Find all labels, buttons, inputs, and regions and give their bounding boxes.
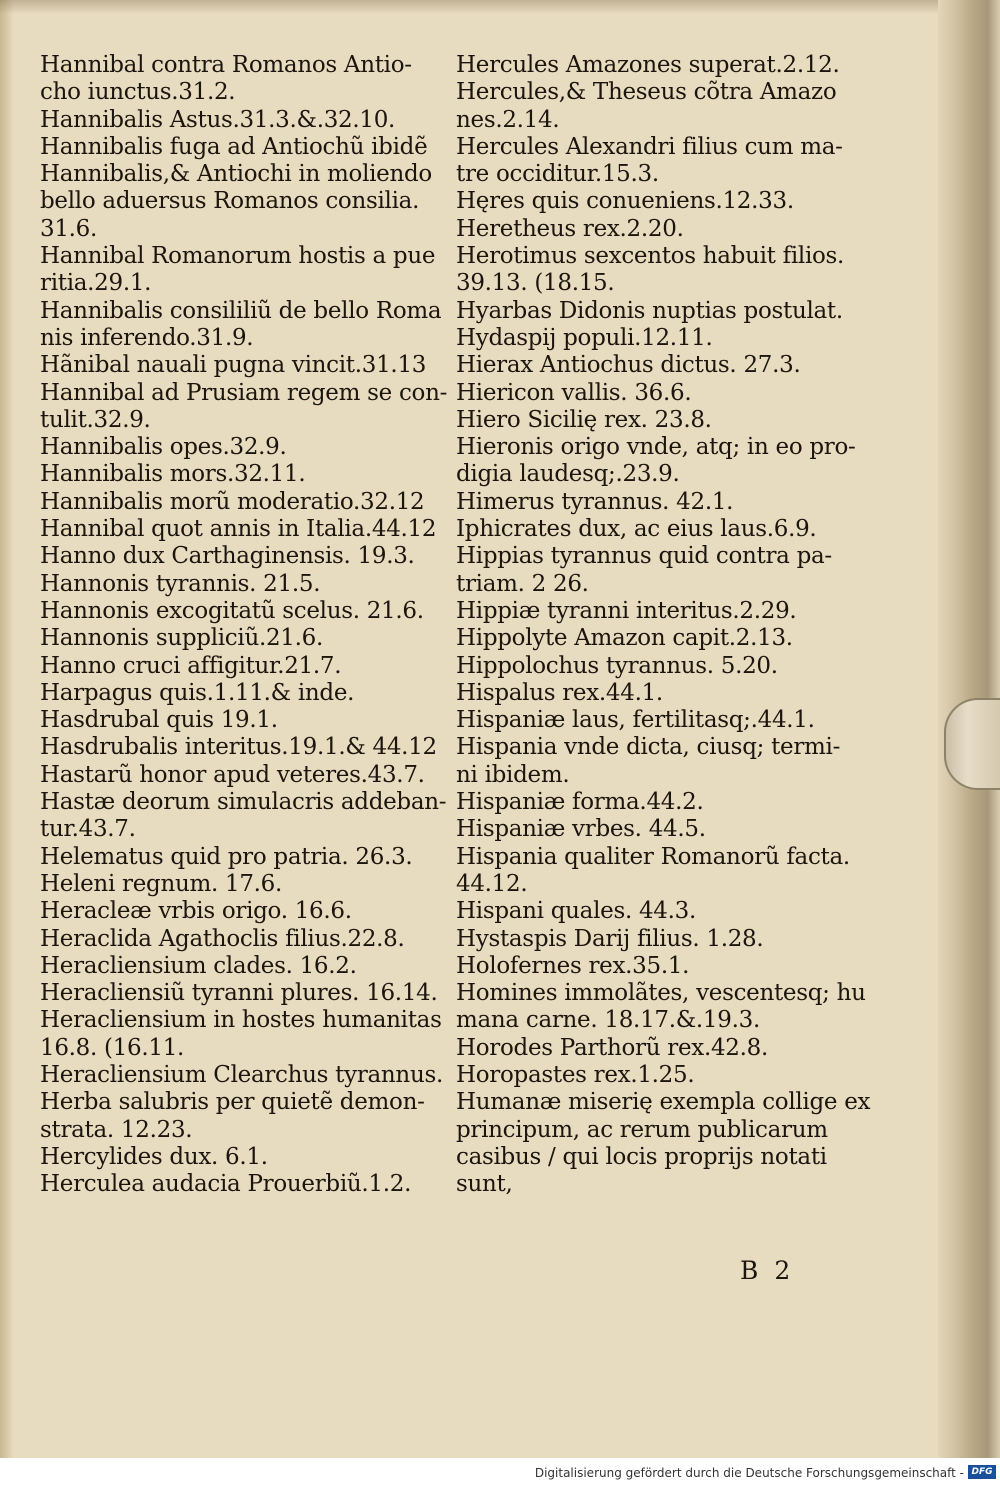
page-top-shadow: [0, 0, 1000, 14]
index-entry: [456, 953, 856, 980]
index-entry: [456, 407, 856, 434]
index-entry: [40, 1144, 432, 1171]
index-entry-line: Hannibal Romanorum hostis a pue: [40, 243, 436, 270]
index-entry: [456, 52, 856, 79]
index-entry: [40, 1089, 432, 1144]
index-entry-line: 31.6.: [40, 215, 98, 242]
index-entry-line: Herotimus sexcentos habuit filios.: [456, 243, 845, 270]
index-entry: [456, 653, 856, 680]
index-entry-line: Hippolochus tyrannus. 5.20.: [456, 652, 778, 679]
index-entry: [40, 598, 432, 625]
index-entry-line: Helematus quid pro patria. 26.3.: [40, 843, 413, 870]
index-entry-line: cho iunctus.31.2.: [40, 79, 236, 106]
index-entry: [40, 379, 448, 435]
index-entry-line: mana carne. 18.17.&.19.3.: [456, 1007, 760, 1034]
index-entry-line: Hannonis excogitatũ scelus. 21.6.: [40, 597, 424, 624]
index-entry: [456, 926, 856, 953]
index-entry-line: Hyarbas Didonis nuptias postulat.: [456, 297, 843, 324]
index-entry-line: Hierax Antiochus dictus. 27.3.: [456, 352, 801, 379]
index-entry-line: 16.8. (16.11.: [40, 1034, 185, 1061]
page-binding-edge: [0, 0, 14, 1458]
index-entry: [40, 571, 432, 598]
index-entry-line: Hydaspij populi.12.11.: [456, 324, 713, 351]
index-entry: [40, 434, 432, 461]
index-entry-line: Heraclida Agathoclis filius.22.8.: [40, 925, 405, 952]
index-entry: [40, 707, 432, 734]
index-entry-line: sunt,: [456, 1171, 513, 1198]
index-entry-line: Harpagus quis.1.11.& inde.: [40, 679, 355, 706]
index-entry-line: Hannonis tyrannis. 21.5.: [40, 570, 321, 597]
index-entry: [40, 871, 432, 898]
index-entry: [456, 243, 856, 298]
index-entry-line: Hieronis origo vnde, atq; in eo pro-: [456, 434, 856, 461]
index-entry: [40, 352, 432, 379]
index-entry-line: Hercules,& Theseus cõtra Amazo: [456, 79, 837, 106]
index-entry-line: Hannibal ad Prusiam regem se con-: [40, 379, 448, 406]
index-entry-line: Humanæ miserię exempla collige ex: [456, 1089, 871, 1116]
index-entry-line: digia laudesq;.23.9.: [456, 461, 680, 488]
index-entry: [40, 297, 442, 353]
index-entry: [456, 216, 856, 243]
index-entry-line: bello aduersus Romanos consilia.: [40, 188, 420, 215]
index-entry: [40, 926, 432, 953]
index-entry: [40, 543, 432, 570]
index-entry-line: Hasdrubalis interitus.19.1.& 44.12: [40, 734, 437, 761]
index-entry-line: Heracleæ vrbis origo. 16.6.: [40, 898, 352, 925]
index-entry: [40, 489, 432, 516]
index-entry-line: Hãnibal nauali pugna vincit.31.13: [40, 352, 427, 379]
index-entry-line: Hiero Sicilię rex. 23.8.: [456, 406, 712, 433]
index-entry: [456, 79, 856, 134]
index-entry-line: Heracliensium in hostes humanitas: [40, 1007, 442, 1034]
index-entry: [40, 680, 432, 707]
index-entry-line: 39.13. (18.15.: [456, 270, 615, 297]
index-entry: [456, 352, 856, 379]
index-entry: [456, 980, 866, 1035]
index-entry: [456, 134, 856, 189]
index-entry: [40, 898, 432, 925]
index-entry: [40, 161, 432, 243]
index-entry: [456, 680, 856, 707]
index-entry-line: Heleni regnum. 17.6.: [40, 870, 283, 897]
index-entry: [456, 380, 856, 407]
index-entry-line: tur.43.7.: [40, 816, 136, 843]
index-entry-line: Hannibalis morũ moderatio.32.12: [40, 488, 425, 515]
index-entry-line: Hispalus rex.44.1.: [456, 679, 663, 706]
index-entry-line: Heracliensium Clearchus tyrannus.: [40, 1061, 443, 1088]
index-entry-line: Hystaspis Darij filius. 1.28.: [456, 925, 764, 952]
index-entry-line: Hiericon vallis. 36.6.: [456, 379, 692, 406]
index-entry-line: Hannibalis mors.32.11.: [40, 461, 306, 488]
index-column-right: [456, 52, 871, 1198]
index-entry-line: Hercules Alexandri filius cum ma-: [456, 133, 843, 160]
index-entry-line: tre occiditur.15.3.: [456, 161, 659, 188]
index-entry: [456, 816, 856, 843]
index-entry-line: Hippolyte Amazon capit.2.13.: [456, 625, 793, 652]
index-entry-line: Herba salubris per quietẽ demon-: [40, 1089, 425, 1116]
index-entry: [40, 243, 436, 298]
footer-credit: Digitalisierung gefördert durch die Deutsche Forschungsgemeinschaft -: [534, 1466, 964, 1480]
index-entry-line: Hanno dux Carthaginensis. 19.3.: [40, 543, 415, 570]
index-entry-line: Hannibal quot annis in Italia.44.12: [40, 516, 437, 543]
index-entry: [456, 1089, 871, 1198]
index-entry-line: Hispaniæ vrbes. 44.5.: [456, 816, 706, 843]
index-entry: [40, 1007, 442, 1062]
index-entry-line: Hannibalis opes.32.9.: [40, 434, 287, 461]
index-entry: [40, 1171, 432, 1198]
index-entry-line: Hannibalis consililiũ de bello Roma: [40, 297, 442, 324]
index-entry-line: tulit.32.9.: [40, 406, 151, 433]
index-entry: [456, 516, 856, 543]
index-entry: [40, 789, 447, 844]
index-entry-line: Hastæ deorum simulacris addeban-: [40, 789, 447, 816]
index-entry: [456, 434, 856, 489]
index-entry-line: Heracliensium clades. 16.2.: [40, 952, 357, 979]
index-entry-line: Herculea audacia Prouerbiũ.1.2.: [40, 1171, 412, 1198]
index-entry-line: Heracliensiũ tyranni plures. 16.14.: [40, 980, 438, 1007]
index-entry: [456, 1062, 856, 1089]
index-entry: [40, 762, 432, 789]
index-entry: [40, 52, 432, 107]
index-entry-line: principum, ac rerum publicarum: [456, 1116, 828, 1143]
index-entry: [40, 653, 432, 680]
index-entry: [40, 134, 432, 161]
index-entry-line: Hasdrubal quis 19.1.: [40, 707, 278, 734]
index-entry: [456, 844, 856, 899]
index-entry-line: Iphicrates dux, ac eius laus.6.9.: [456, 516, 817, 543]
index-entry-line: nes.2.14.: [456, 106, 560, 133]
index-entry-line: Hercules Amazones superat.2.12.: [456, 52, 840, 78]
index-entry-line: Homines immolãtes, vescentesq; hu: [456, 980, 866, 1007]
index-entry-line: Hannibal contra Romanos Antio-: [40, 52, 412, 78]
index-entry: [40, 461, 432, 488]
index-entry: [40, 1061, 443, 1089]
index-entry-line: Hęres quis conueniens.12.33.: [456, 188, 794, 215]
index-entry-line: Himerus tyrannus. 42.1.: [456, 488, 734, 515]
index-entry-line: ni ibidem.: [456, 761, 570, 788]
book-clasp: [944, 698, 1000, 790]
index-entry-line: Hippiæ tyranni interitus.2.29.: [456, 597, 797, 624]
index-entry: [456, 489, 856, 516]
index-entry-line: Hispani quales. 44.3.: [456, 898, 696, 925]
index-entry-line: Horodes Parthorũ rex.42.8.: [456, 1034, 768, 1061]
index-entry-line: Heretheus rex.2.20.: [456, 215, 684, 242]
index-entry: [40, 516, 437, 543]
index-entry-line: Hispaniæ laus, fertilitasq;.44.1.: [456, 707, 815, 734]
index-entry-line: Holofernes rex.35.1.: [456, 952, 690, 979]
index-entry-line: ritia.29.1.: [40, 270, 152, 297]
index-entry: [456, 789, 856, 816]
index-entry-line: Hispania vnde dicta, ciusq; termi-: [456, 734, 841, 761]
signature-mark: B 2: [740, 1256, 795, 1285]
dfg-logo-icon: DFG: [968, 1465, 996, 1479]
index-entry: [456, 188, 856, 215]
index-entry: [456, 1035, 856, 1062]
index-entry-line: Hippias tyrannus quid contra pa-: [456, 543, 832, 570]
index-entry: [40, 953, 432, 980]
index-entry: [456, 707, 856, 734]
index-entry-line: Hannibalis Astus.31.3.&.32.10.: [40, 106, 396, 133]
index-entry: [456, 298, 856, 325]
index-entry: [40, 980, 438, 1007]
footer-bar: [0, 1458, 1000, 1488]
index-entry-line: Hannibalis,& Antiochi in moliendo: [40, 161, 432, 188]
index-entry: [40, 625, 432, 652]
index-entry-line: Hannibalis fuga ad Antiochũ ibidẽ: [40, 133, 428, 160]
index-entry-line: Hannonis suppliciũ.21.6.: [40, 625, 323, 652]
index-entry: [456, 625, 856, 652]
index-entry-line: nis inferendo.31.9.: [40, 324, 254, 351]
index-entry-line: triam. 2 26.: [456, 570, 589, 597]
index-entry-line: Horopastes rex.1.25.: [456, 1061, 695, 1088]
index-entry-line: Hanno cruci affigitur.21.7.: [40, 652, 342, 679]
index-entry: [456, 734, 856, 789]
index-entry-line: Hispaniæ forma.44.2.: [456, 789, 704, 816]
index-entry-line: casibus / qui locis proprijs notati: [456, 1143, 827, 1170]
index-entry: [456, 898, 856, 925]
index-entry: [40, 734, 437, 761]
index-entry-line: Hercylides dux. 6.1.: [40, 1143, 268, 1170]
index-entry: [40, 107, 432, 134]
index-entry: [456, 598, 856, 625]
index-entry: [40, 844, 432, 871]
index-entry-line: 44.12.: [456, 870, 528, 897]
index-entry: [456, 325, 856, 352]
index-entry-line: strata. 12.23.: [40, 1116, 193, 1143]
index-entry-line: Hastarũ honor apud veteres.43.7.: [40, 761, 425, 788]
index-entry: [456, 543, 856, 598]
index-entry-line: Hispania qualiter Romanorũ facta.: [456, 843, 850, 870]
index-column-left: [40, 52, 448, 1198]
